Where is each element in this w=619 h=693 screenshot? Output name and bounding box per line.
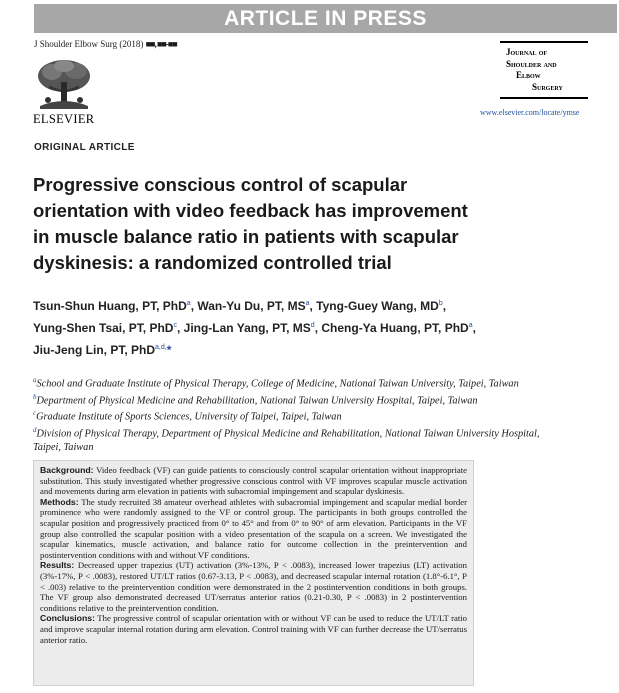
- publisher-name: ELSEVIER: [33, 112, 95, 126]
- author-affiliation-link[interactable]: c: [173, 322, 177, 329]
- affiliation-marker: a: [33, 376, 37, 384]
- abstract-methods: [40, 497, 467, 561]
- affiliation-item: [33, 374, 593, 391]
- author-name: Jing-Lan Yang, PT, MS: [183, 321, 311, 335]
- author-separator: ,: [190, 299, 198, 313]
- affiliation-item: [33, 407, 593, 424]
- abstract-box: [33, 460, 474, 686]
- affiliation-item: [33, 424, 593, 441]
- author-affiliation-link[interactable]: b: [438, 300, 443, 307]
- abstract-heading: Background:: [40, 465, 94, 475]
- affiliation-text: Graduate Institute of Sports Sciences, University of Taipei, Taipei, Taiwan: [36, 411, 342, 423]
- author-separator: ,: [176, 321, 184, 335]
- section-label: ORIGINAL ARTICLE: [34, 142, 135, 153]
- affiliation-text: Department of Physical Medicine and Rehabilitation, National Taiwan University Hospital, Taipei, Taiwan: [36, 395, 478, 407]
- citation-text: J Shoulder Elbow Surg (2018): [34, 39, 146, 49]
- author-name: Tsun-Shun Huang, PT, PhD: [33, 299, 187, 313]
- abstract-text: The study recruited 38 amateur overhead athletes with subacromial impingement and scapular medial border prominence who were randomly assigned to the VF or control group. The participants in both groups controlled the scapular position and progressively practiced from 0° to 45° and from 0° to 90° of arm elevation. Participants in the VF group also controlled the scapular position with a video presentation of the scapula on a screen. We investigated the scapular kinematics, muscle activation, and balance ratio for outcome collection in the preintervention and postintervention conditions with and without VF conditions.: [40, 496, 467, 560]
- journal-line-2: Shoulder and: [506, 58, 557, 69]
- affiliation-text: School and Graduate Institute of Physical Therapy, College of Medicine, National Taiwan University, Taipei, Taiwan: [36, 378, 519, 390]
- affiliation-item: [33, 441, 593, 454]
- journal-url-link[interactable]: www.elsevier.com/locate/ymse: [480, 108, 580, 117]
- title-line: in muscle balance ratio in patients with scapular: [33, 226, 459, 247]
- affiliation-item: [33, 391, 593, 408]
- author-name: Jiu-Jeng Lin, PT, PhD: [33, 343, 156, 357]
- journal-line-1: Journal of: [506, 47, 548, 57]
- journal-logo-box: [500, 41, 588, 99]
- author-name: Cheng-Ya Huang, PT, PhD: [321, 321, 469, 335]
- article-title: [33, 172, 573, 276]
- affiliation-text: Division of Physical Therapy, Department of Physical Medicine and Rehabilitation, National Taiwan University Hospital,: [36, 428, 540, 440]
- title-line: dyskinesis: a randomized controlled trial: [33, 252, 392, 273]
- abstract-heading: Methods:: [40, 496, 79, 507]
- journal-line-3: Elbow: [516, 70, 541, 80]
- author-affiliation-link[interactable]: a: [305, 300, 310, 307]
- abstract-text: The progressive control of scapular orientation with or without VF can be used to reduce the UT/LT ratio and improve scapular internal rotation during arm elevation. Control training with VF can further decrease the UT/serratus anterior ratio.: [40, 613, 467, 645]
- author-list: [33, 294, 593, 360]
- author-separator: ,: [472, 321, 476, 335]
- abstract-conclusions: [40, 613, 467, 645]
- affiliation-text: Taipei, Taiwan: [33, 441, 94, 453]
- title-line: orientation with video feedback has improvement: [33, 200, 468, 221]
- affiliation-marker: b: [33, 392, 37, 401]
- journal-citation: [34, 39, 177, 49]
- author-line-2: [33, 316, 593, 338]
- abstract-heading: Results:: [40, 560, 75, 571]
- abstract-results: [40, 560, 467, 613]
- citation-redacted: ■■, ■■-■■: [145, 39, 177, 49]
- abstract-background: [40, 465, 467, 497]
- author-name: Tyng-Guey Wang, MD: [316, 299, 439, 313]
- affiliation-list: [33, 374, 593, 454]
- journal-line-4: Surgery: [532, 81, 563, 92]
- affiliation-marker: d: [33, 425, 37, 434]
- affiliation-marker: c: [33, 409, 37, 418]
- author-name: Yung-Shen Tsai, PT, PhD: [33, 321, 174, 335]
- author-affiliation-link[interactable]: a: [468, 322, 473, 329]
- author-name: Wan-Yu Du, PT, MS: [197, 299, 306, 313]
- author-separator: ,: [442, 299, 447, 313]
- author-affiliation-link[interactable]: d: [310, 322, 315, 329]
- abstract-heading: Conclusions:: [40, 613, 96, 624]
- author-line-3: [33, 338, 593, 360]
- author-line-1: [33, 294, 593, 316]
- title-line: Progressive conscious control of scapular: [33, 174, 408, 195]
- corresponding-author-star[interactable]: *: [166, 343, 172, 357]
- author-affiliation-link[interactable]: a: [186, 300, 191, 307]
- author-separator: ,: [309, 299, 317, 313]
- abstract-text: Decreased upper trapezius (UT) activation (3%-13%, P < .0083), increased lower trapezius (LT) activation (3%-17%, P < .0083), restored UT/LT ratios (0.67-3.13, P < .0083), and decreased scapular internal rotation (1.8°-6.1°, P < .003) relative to the preintervention condition were demonstrated in the 2 postintervention conditions in both groups. The VF group also demonstrated decreased UT/serratus anterior ratios (0.21-0.30, P < .0083) in 2 postintervention conditions relative to the preintervention condition.: [40, 560, 467, 613]
- author-affiliation-link[interactable]: a,d,: [155, 344, 167, 351]
- elsevier-tree-logo: [30, 56, 98, 111]
- author-separator: ,: [314, 321, 322, 335]
- abstract-text: Video feedback (VF) can guide patients to consciously control scapular orientation without inappropriate substitution. This study investigated whether progressive conscious control with VF improves scapular muscle activation and movements during arm elevation in patients with subacromial impingement and scapular dyskinesis.: [40, 465, 467, 497]
- article-in-press-banner: ARTICLE IN PRESS: [34, 4, 617, 33]
